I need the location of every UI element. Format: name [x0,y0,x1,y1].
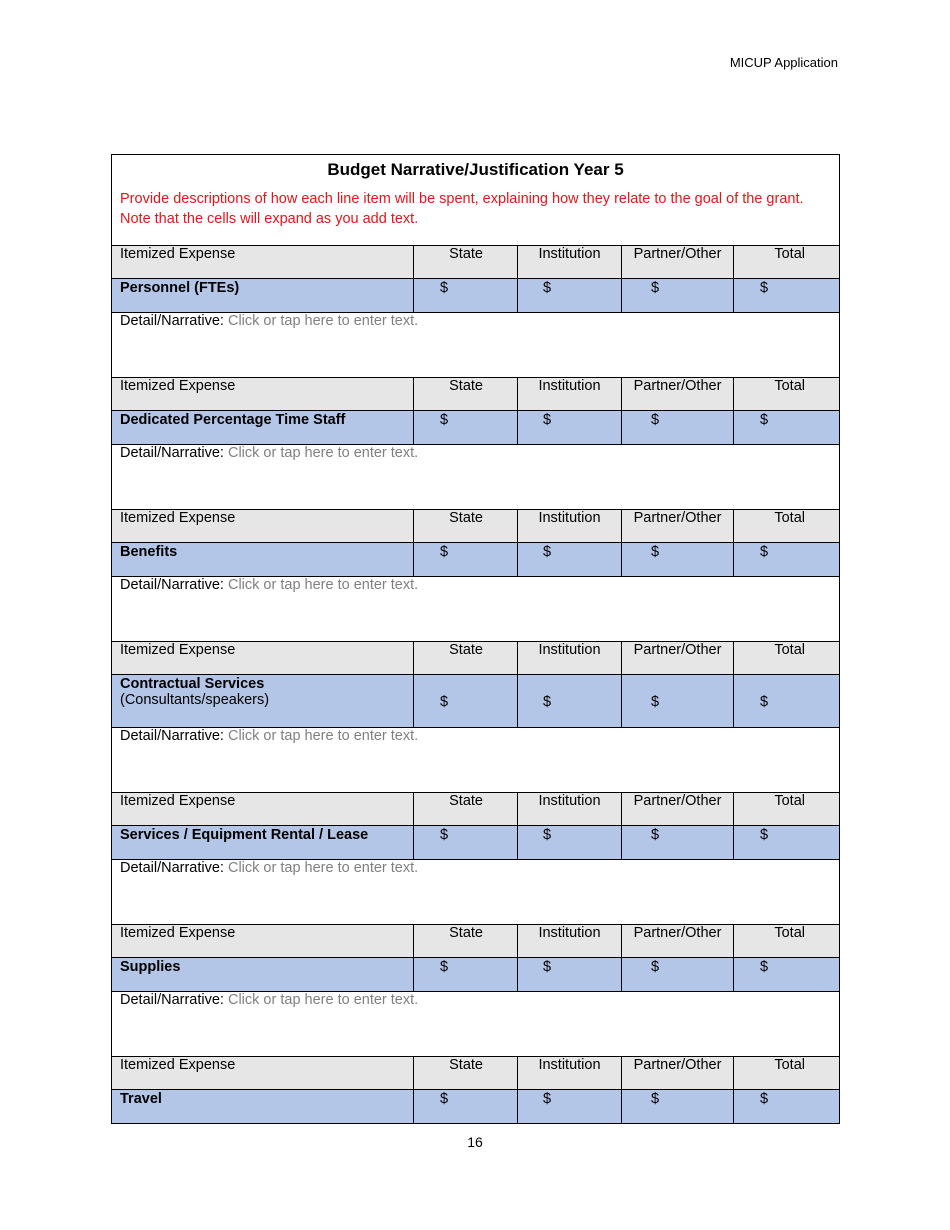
detail-narrative-placeholder[interactable]: Click or tap here to enter text. [227,445,419,461]
partner-amount-field[interactable] [622,958,734,992]
document-header: MICUP Application [729,55,838,70]
column-header-row [112,246,840,279]
detail-narrative-label: Detail/Narrative: [120,860,224,876]
currency-symbol: $ [543,544,552,560]
expense-name: Travel [120,1091,162,1107]
column-header-row [112,925,840,958]
column-header-partner-other: Partner/Other [622,378,734,411]
column-header-total: Total [734,510,840,543]
expense-name: Services / Equipment Rental / Lease [120,827,369,843]
detail-narrative-label: Detail/Narrative: [120,992,224,1008]
expense-row [112,675,840,728]
column-header-state: State [414,510,518,543]
column-header-total: Total [734,793,840,826]
page-number: 16 [467,1134,483,1150]
expense-row [112,958,840,992]
detail-narrative-label: Detail/Narrative: [120,313,224,329]
column-header-itemized-expense: Itemized Expense [112,793,414,826]
column-header-total: Total [734,642,840,675]
state-amount-field[interactable] [414,958,518,992]
currency-symbol: $ [440,280,449,296]
column-header-total: Total [734,925,840,958]
detail-narrative-row [112,577,840,642]
column-header-row [112,510,840,543]
currency-symbol: $ [760,827,769,843]
column-header-itemized-expense: Itemized Expense [112,642,414,675]
column-header-partner-other: Partner/Other [622,642,734,675]
institution-amount-field[interactable] [518,279,622,313]
column-header-partner-other: Partner/Other [622,1057,734,1090]
partner-amount-field[interactable] [622,826,734,860]
column-header-itemized-expense: Itemized Expense [112,510,414,543]
currency-symbol: $ [651,544,660,560]
currency-symbol: $ [651,1091,660,1107]
currency-symbol: $ [543,693,552,710]
column-header-institution: Institution [518,642,622,675]
detail-narrative-label: Detail/Narrative: [120,445,224,461]
institution-amount-field[interactable] [518,543,622,577]
column-header-itemized-expense: Itemized Expense [112,246,414,279]
total-amount-field[interactable] [734,279,840,313]
column-header-partner-other: Partner/Other [622,246,734,279]
detail-narrative-placeholder[interactable]: Click or tap here to enter text. [227,313,419,329]
currency-symbol: $ [760,959,769,975]
column-header-total: Total [734,246,840,279]
currency-symbol: $ [543,959,552,975]
detail-narrative-row [112,313,840,378]
column-header-itemized-expense: Itemized Expense [112,1057,414,1090]
column-header-itemized-expense: Itemized Expense [112,378,414,411]
detail-narrative-row [112,445,840,510]
expense-subname: (Consultants/speakers) [120,692,270,708]
partner-amount-field[interactable] [622,675,734,728]
state-amount-field[interactable] [414,826,518,860]
column-header-state: State [414,246,518,279]
currency-symbol: $ [760,412,769,428]
expense-name: Contractual Services [120,676,265,692]
form-instructions: Provide descriptions of how each line item will be spent, explaining how they relate to the goal of the grant. Note that the cells will expand as you add text. [112,185,840,246]
partner-amount-field[interactable] [622,543,734,577]
detail-narrative-label: Detail/Narrative: [120,577,224,593]
column-header-institution: Institution [518,925,622,958]
column-header-institution: Institution [518,246,622,279]
column-header-institution: Institution [518,510,622,543]
currency-symbol: $ [440,693,449,710]
column-header-state: State [414,1057,518,1090]
currency-symbol: $ [543,280,552,296]
column-header-row [112,378,840,411]
institution-amount-field[interactable] [518,675,622,728]
expense-row [112,826,840,860]
expense-row [112,279,840,313]
detail-narrative-field[interactable] [112,445,840,510]
currency-symbol: $ [440,827,449,843]
column-header-state: State [414,793,518,826]
detail-narrative-placeholder[interactable]: Click or tap here to enter text. [227,577,419,593]
column-header-row [112,793,840,826]
currency-symbol: $ [440,544,449,560]
expense-name-cell [112,826,414,860]
institution-amount-field[interactable] [518,826,622,860]
currency-symbol: $ [760,544,769,560]
currency-symbol: $ [543,412,552,428]
currency-symbol: $ [440,412,449,428]
detail-narrative-placeholder[interactable]: Click or tap here to enter text. [227,728,419,744]
state-amount-field[interactable] [414,411,518,445]
budget-narrative-table [111,154,840,1124]
detail-narrative-field[interactable] [112,992,840,1057]
institution-amount-field[interactable] [518,1090,622,1124]
column-header-state: State [414,642,518,675]
expense-name-cell [112,279,414,313]
state-amount-field[interactable] [414,1090,518,1124]
state-amount-field[interactable] [414,543,518,577]
column-header-partner-other: Partner/Other [622,925,734,958]
institution-amount-field[interactable] [518,958,622,992]
partner-amount-field[interactable] [622,1090,734,1124]
detail-narrative-field[interactable] [112,577,840,642]
currency-symbol: $ [651,280,660,296]
detail-narrative-placeholder[interactable]: Click or tap here to enter text. [227,860,419,876]
currency-symbol: $ [760,280,769,296]
column-header-state: State [414,925,518,958]
currency-symbol: $ [760,1091,769,1107]
institution-amount-field[interactable] [518,411,622,445]
column-header-institution: Institution [518,378,622,411]
expense-name: Supplies [120,959,181,975]
total-amount-field[interactable] [734,826,840,860]
detail-narrative-placeholder[interactable]: Click or tap here to enter text. [227,992,419,1008]
state-amount-field[interactable] [414,279,518,313]
detail-narrative-label: Detail/Narrative: [120,728,224,744]
column-header-row [112,1057,840,1090]
expense-name-cell [112,958,414,992]
detail-narrative-field[interactable] [112,313,840,378]
currency-symbol: $ [440,1091,449,1107]
total-amount-field[interactable] [734,675,840,728]
column-header-total: Total [734,1057,840,1090]
column-header-partner-other: Partner/Other [622,793,734,826]
column-header-institution: Institution [518,1057,622,1090]
total-amount-field[interactable] [734,958,840,992]
currency-symbol: $ [440,959,449,975]
expense-row [112,1090,840,1124]
expense-name-cell [112,675,414,728]
currency-symbol: $ [543,827,552,843]
expense-name-cell [112,543,414,577]
expense-name-cell [112,1090,414,1124]
currency-symbol: $ [651,959,660,975]
detail-narrative-field[interactable] [112,860,840,925]
detail-narrative-row [112,860,840,925]
partner-amount-field[interactable] [622,279,734,313]
expense-name: Dedicated Percentage Time Staff [120,412,346,428]
currency-symbol: $ [651,827,660,843]
expense-name: Personnel (FTEs) [120,280,240,296]
column-header-institution: Institution [518,793,622,826]
column-header-row [112,642,840,675]
expense-name: Benefits [120,544,178,560]
currency-symbol: $ [651,412,660,428]
currency-symbol: $ [543,1091,552,1107]
total-amount-field[interactable] [734,411,840,445]
currency-symbol: $ [760,693,769,710]
form-title: Budget Narrative/Justification Year 5 [112,155,840,186]
partner-amount-field[interactable] [622,411,734,445]
expense-row [112,543,840,577]
currency-symbol: $ [651,693,660,710]
column-header-state: State [414,378,518,411]
state-amount-field[interactable] [414,675,518,728]
detail-narrative-row [112,728,840,793]
expense-row [112,411,840,445]
detail-narrative-field[interactable] [112,728,840,793]
column-header-partner-other: Partner/Other [622,510,734,543]
column-header-total: Total [734,378,840,411]
detail-narrative-row [112,992,840,1057]
total-amount-field[interactable] [734,1090,840,1124]
expense-name-cell [112,411,414,445]
total-amount-field[interactable] [734,543,840,577]
column-header-itemized-expense: Itemized Expense [112,925,414,958]
